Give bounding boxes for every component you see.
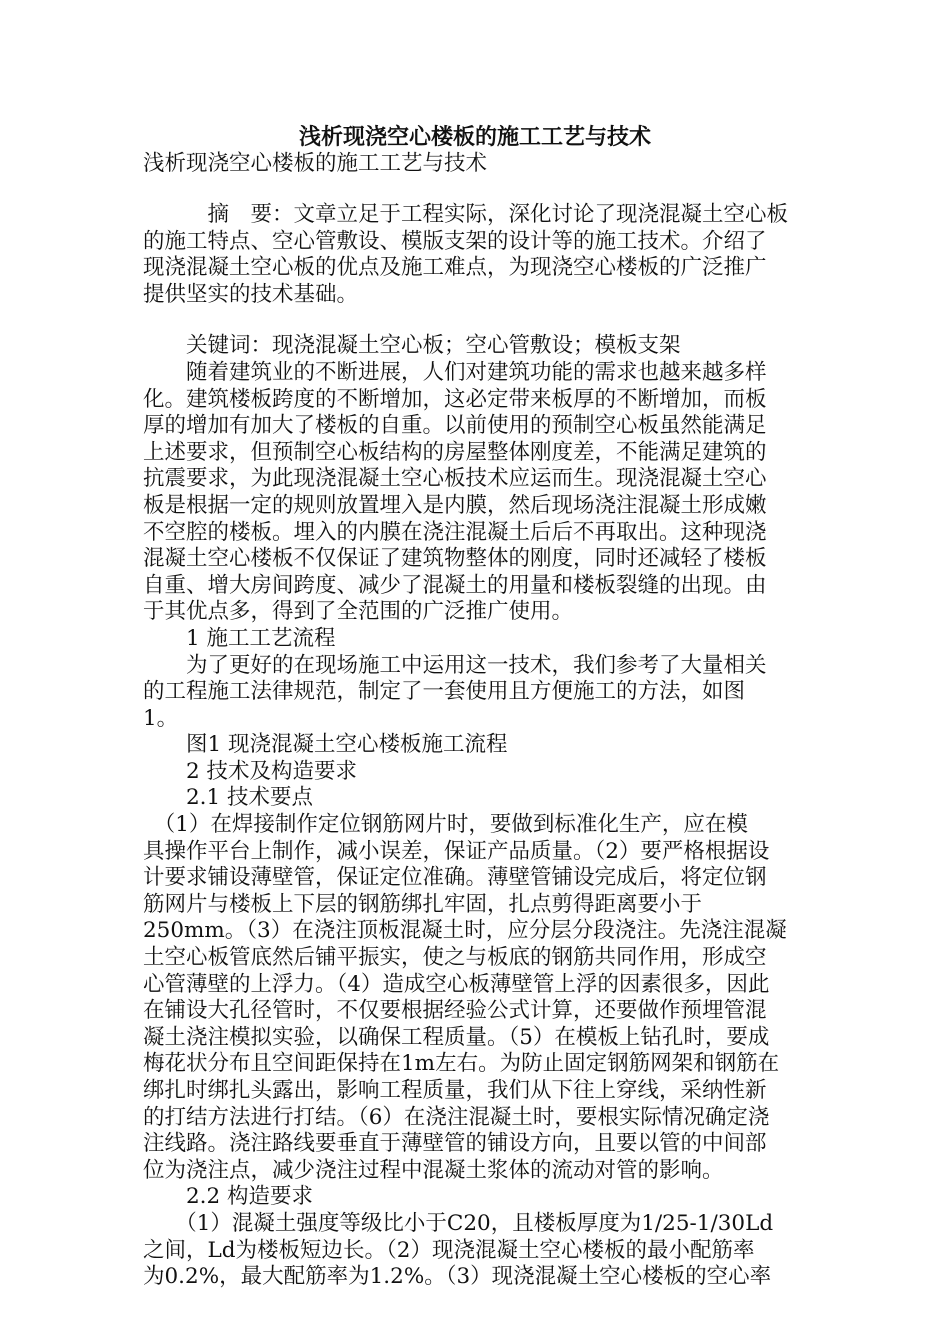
body-line: 计要求铺设薄壁管，保证定位准确。薄壁管铺设完成后，将定位钢: [143, 865, 767, 891]
body-line: 的工程施工法律规范，制定了一套使用且方便施工的方法，如图: [143, 679, 746, 705]
body-line: 之间，Ld为楼板短边长。（2）现浇混凝土空心楼板的最小配筋率: [143, 1237, 755, 1263]
body-line: 图1 现浇混凝土空心楼板施工流程: [143, 732, 508, 758]
document-title: 浅析现浇空心楼板的施工工艺与技术: [298, 124, 651, 150]
body-line: 为0.2%，最大配筋率为1.2%。（3）现浇混凝土空心楼板的空心率: [143, 1264, 772, 1290]
body-line: （1）在焊接制作定位钢筋网片时，要做到标准化生产，应在模: [143, 812, 748, 838]
body-line: 随着建筑业的不断进展，人们对建筑功能的需求也越来越多样: [143, 359, 767, 385]
abstract-line: 提供坚实的技术基础。: [143, 281, 359, 307]
body-line: 在铺设大孔径管时，不仅要根据经验公式计算，还要做作预埋管混: [143, 998, 767, 1024]
body-line: 250mm。（3）在浇注顶板混凝土时，应分层分段浇注。先浇注混凝: [143, 918, 787, 944]
abstract-line: 的施工特点、空心管敷设、模版支架的设计等的施工技术。介绍了: [143, 228, 767, 254]
body-line: 心管薄壁的上浮力。（4）造成空心板薄壁管上浮的因素很多，因此: [143, 971, 770, 997]
body-line: 筋网片与楼板上下层的钢筋绑扎牢固，扎点剪得距离要小于: [143, 891, 703, 917]
document-subtitle: 浅析现浇空心楼板的施工工艺与技术: [143, 151, 488, 176]
body-line: 板是根据一定的规则放置埋入是内膜，然后现场浇注混凝土形成嫩: [143, 492, 767, 518]
abstract-line: 摘 要：文章立足于工程实际，深化讨论了现浇混凝土空心板: [143, 202, 789, 227]
body-line: 厚的增加有加大了楼板的自重。以前使用的预制空心板虽然能满足: [143, 413, 767, 439]
body-line: 1 施工工艺流程: [143, 625, 336, 651]
body-line: 凝土浇注模拟实验，以确保工程质量。（5）在模板上钻孔时，要成: [143, 1024, 770, 1050]
body-line: 梅花状分布且空间距保持在1m左右。为防止固定钢筋网架和钢筋在: [143, 1051, 780, 1077]
body-line: 位为浇注点，减少浇注过程中混凝土浆体的流动对管的影响。: [143, 1157, 724, 1183]
abstract-line: 现浇混凝土空心板的优点及施工难点，为现浇空心楼板的广泛推广: [143, 255, 767, 281]
body-line: 注线路。浇注路线要垂直于薄壁管的铺设方向，且要以管的中间部: [143, 1131, 767, 1157]
body-line: 土空心板管底然后铺平振实，使之与板底的钢筋共同作用，形成空: [143, 945, 767, 971]
body-line: 抗震要求，为此现浇混凝土空心板技术应运而生。现浇混凝土空心: [143, 466, 767, 492]
body-line: 混凝土空心楼板不仅保证了建筑物整体的刚度，同时还减轻了楼板: [143, 546, 767, 572]
body-line: 化。建筑楼板跨度的不断增加，这必定带来板厚的不断增加，而板: [143, 386, 767, 412]
body-line: 1。: [143, 705, 179, 731]
body-line: 2 技术及构造要求: [143, 758, 358, 784]
body-line: 上述要求，但预制空心板结构的房屋整体刚度差，不能满足建筑的: [143, 439, 767, 465]
body-line: 自重、增大房间跨度、减少了混凝土的用量和楼板裂缝的出现。由: [143, 572, 767, 598]
body-line: 不空腔的楼板。埋入的内膜在浇注混凝土后后不再取出。这种现浇: [143, 519, 767, 545]
body-line: 绑扎时绑扎头露出，影响工程质量，我们从下往上穿线，采纳性新: [143, 1078, 767, 1103]
body-line: 的打结方法进行打结。（6）在浇注混凝土时，要根实际情况确定浇: [143, 1104, 770, 1130]
body-line: 关键词：现浇混凝土空心板；空心管敷设；模板支架: [143, 333, 681, 359]
body-line: 于其优点多，得到了全范围的广泛推广使用。: [143, 599, 574, 625]
document-body: [143, 202, 823, 1291]
abstract: [143, 202, 823, 308]
body-line: 2.2 构造要求: [143, 1184, 314, 1210]
paragraph-gap: [143, 308, 823, 333]
body-text: [143, 333, 823, 1290]
body-line: 具操作平台上制作，减小误差，保证产品质量。（2）要严格根据设: [143, 838, 770, 864]
body-line: 为了更好的在现场施工中运用这一技术，我们参考了大量相关: [143, 652, 767, 678]
body-line: （1）混凝土强度等级比小于C20，且楼板厚度为1/25-1/30Ld: [143, 1210, 774, 1236]
body-line: 2.1 技术要点: [143, 785, 314, 811]
